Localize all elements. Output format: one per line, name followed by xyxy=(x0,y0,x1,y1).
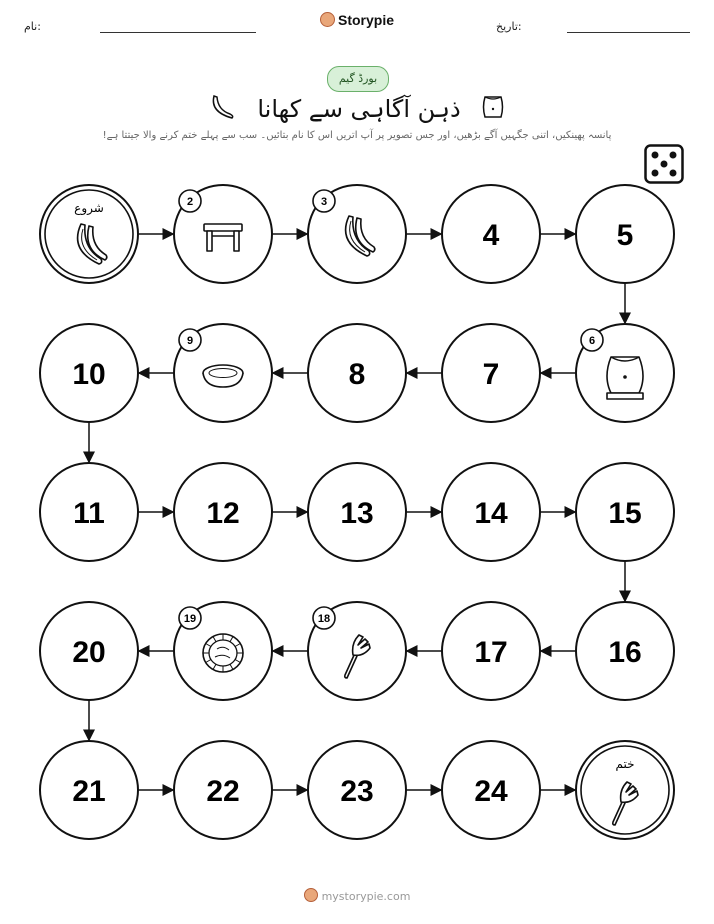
board-cell-24 xyxy=(442,741,540,839)
board-cell-14 xyxy=(442,463,540,561)
board-cell-21 xyxy=(40,741,138,839)
board-cell-15 xyxy=(576,463,674,561)
belly-icon xyxy=(607,357,643,399)
cell-badge-number: 2 xyxy=(186,196,194,208)
board-cell-12 xyxy=(174,463,272,561)
board-cell-3 xyxy=(308,185,406,283)
board-cell-22 xyxy=(174,741,272,839)
board-cell-9 xyxy=(174,324,272,422)
board-cell-16 xyxy=(576,602,674,700)
cell-badge-number: 19 xyxy=(183,613,197,625)
board-cell-1 xyxy=(40,185,138,283)
pie-icon xyxy=(203,634,243,672)
title-text: ذہن آگاہی سے کھانا xyxy=(257,95,461,123)
cell-badge-number: 3 xyxy=(320,196,328,208)
board-cell-18 xyxy=(308,602,406,700)
cell-number: 17 xyxy=(474,636,508,669)
board-cell-20 xyxy=(40,602,138,700)
footer xyxy=(0,888,714,903)
board-cell-5 xyxy=(576,185,674,283)
cell-number: 13 xyxy=(340,497,374,530)
cell-number: 4 xyxy=(482,219,500,252)
board-cell-11 xyxy=(40,463,138,561)
name-label: نام: xyxy=(24,20,41,33)
footer-url: mystorypie.com xyxy=(321,890,411,903)
board-cell-19 xyxy=(174,602,272,700)
date-label: تاریخ: xyxy=(496,20,522,33)
cell-number: 15 xyxy=(608,497,642,530)
cell-number: 11 xyxy=(73,497,105,530)
board-game-badge: بورڈ گیم xyxy=(327,66,389,92)
cell-badge-number: 18 xyxy=(317,613,331,625)
start-label: شروع xyxy=(74,201,104,215)
cell-number: 20 xyxy=(72,636,106,669)
board-cell-25 xyxy=(576,741,674,839)
cell-number: 21 xyxy=(72,775,106,808)
footer-logo-icon xyxy=(304,888,318,902)
instructions: پانسہ پھینکیں، اتنی جگہیں آگے بڑھیں، اور جس تصویر پر آپ اتریں اس کا نام بتائیں۔ سب سے پہلے ختم کرنے والا جیتتا ہے! xyxy=(102,130,612,141)
cell-number: 23 xyxy=(340,775,374,808)
cell-number: 14 xyxy=(474,497,508,530)
cell-number: 5 xyxy=(616,219,634,252)
board-cell-4 xyxy=(442,185,540,283)
cell-number: 10 xyxy=(72,358,106,391)
bowl-icon xyxy=(203,365,243,387)
cell-number: 7 xyxy=(482,358,500,391)
board-cell-23 xyxy=(308,741,406,839)
end-label: ختم xyxy=(615,757,635,771)
board-cell-8 xyxy=(308,324,406,422)
brand-name: Storypie xyxy=(337,12,394,28)
cell-number: 8 xyxy=(348,358,366,391)
cell-number: 22 xyxy=(206,775,240,808)
board-cell-17 xyxy=(442,602,540,700)
board-cell-10 xyxy=(40,324,138,422)
board-cell-6 xyxy=(576,324,674,422)
board-cell-2 xyxy=(174,185,272,283)
cell-badge-number: 6 xyxy=(588,335,596,347)
board-cell-13 xyxy=(308,463,406,561)
cell-number: 12 xyxy=(206,497,240,530)
cell-number: 16 xyxy=(608,636,642,669)
cell-number: 24 xyxy=(474,775,508,808)
board-cell-7 xyxy=(442,324,540,422)
cell-badge-number: 9 xyxy=(186,335,194,347)
